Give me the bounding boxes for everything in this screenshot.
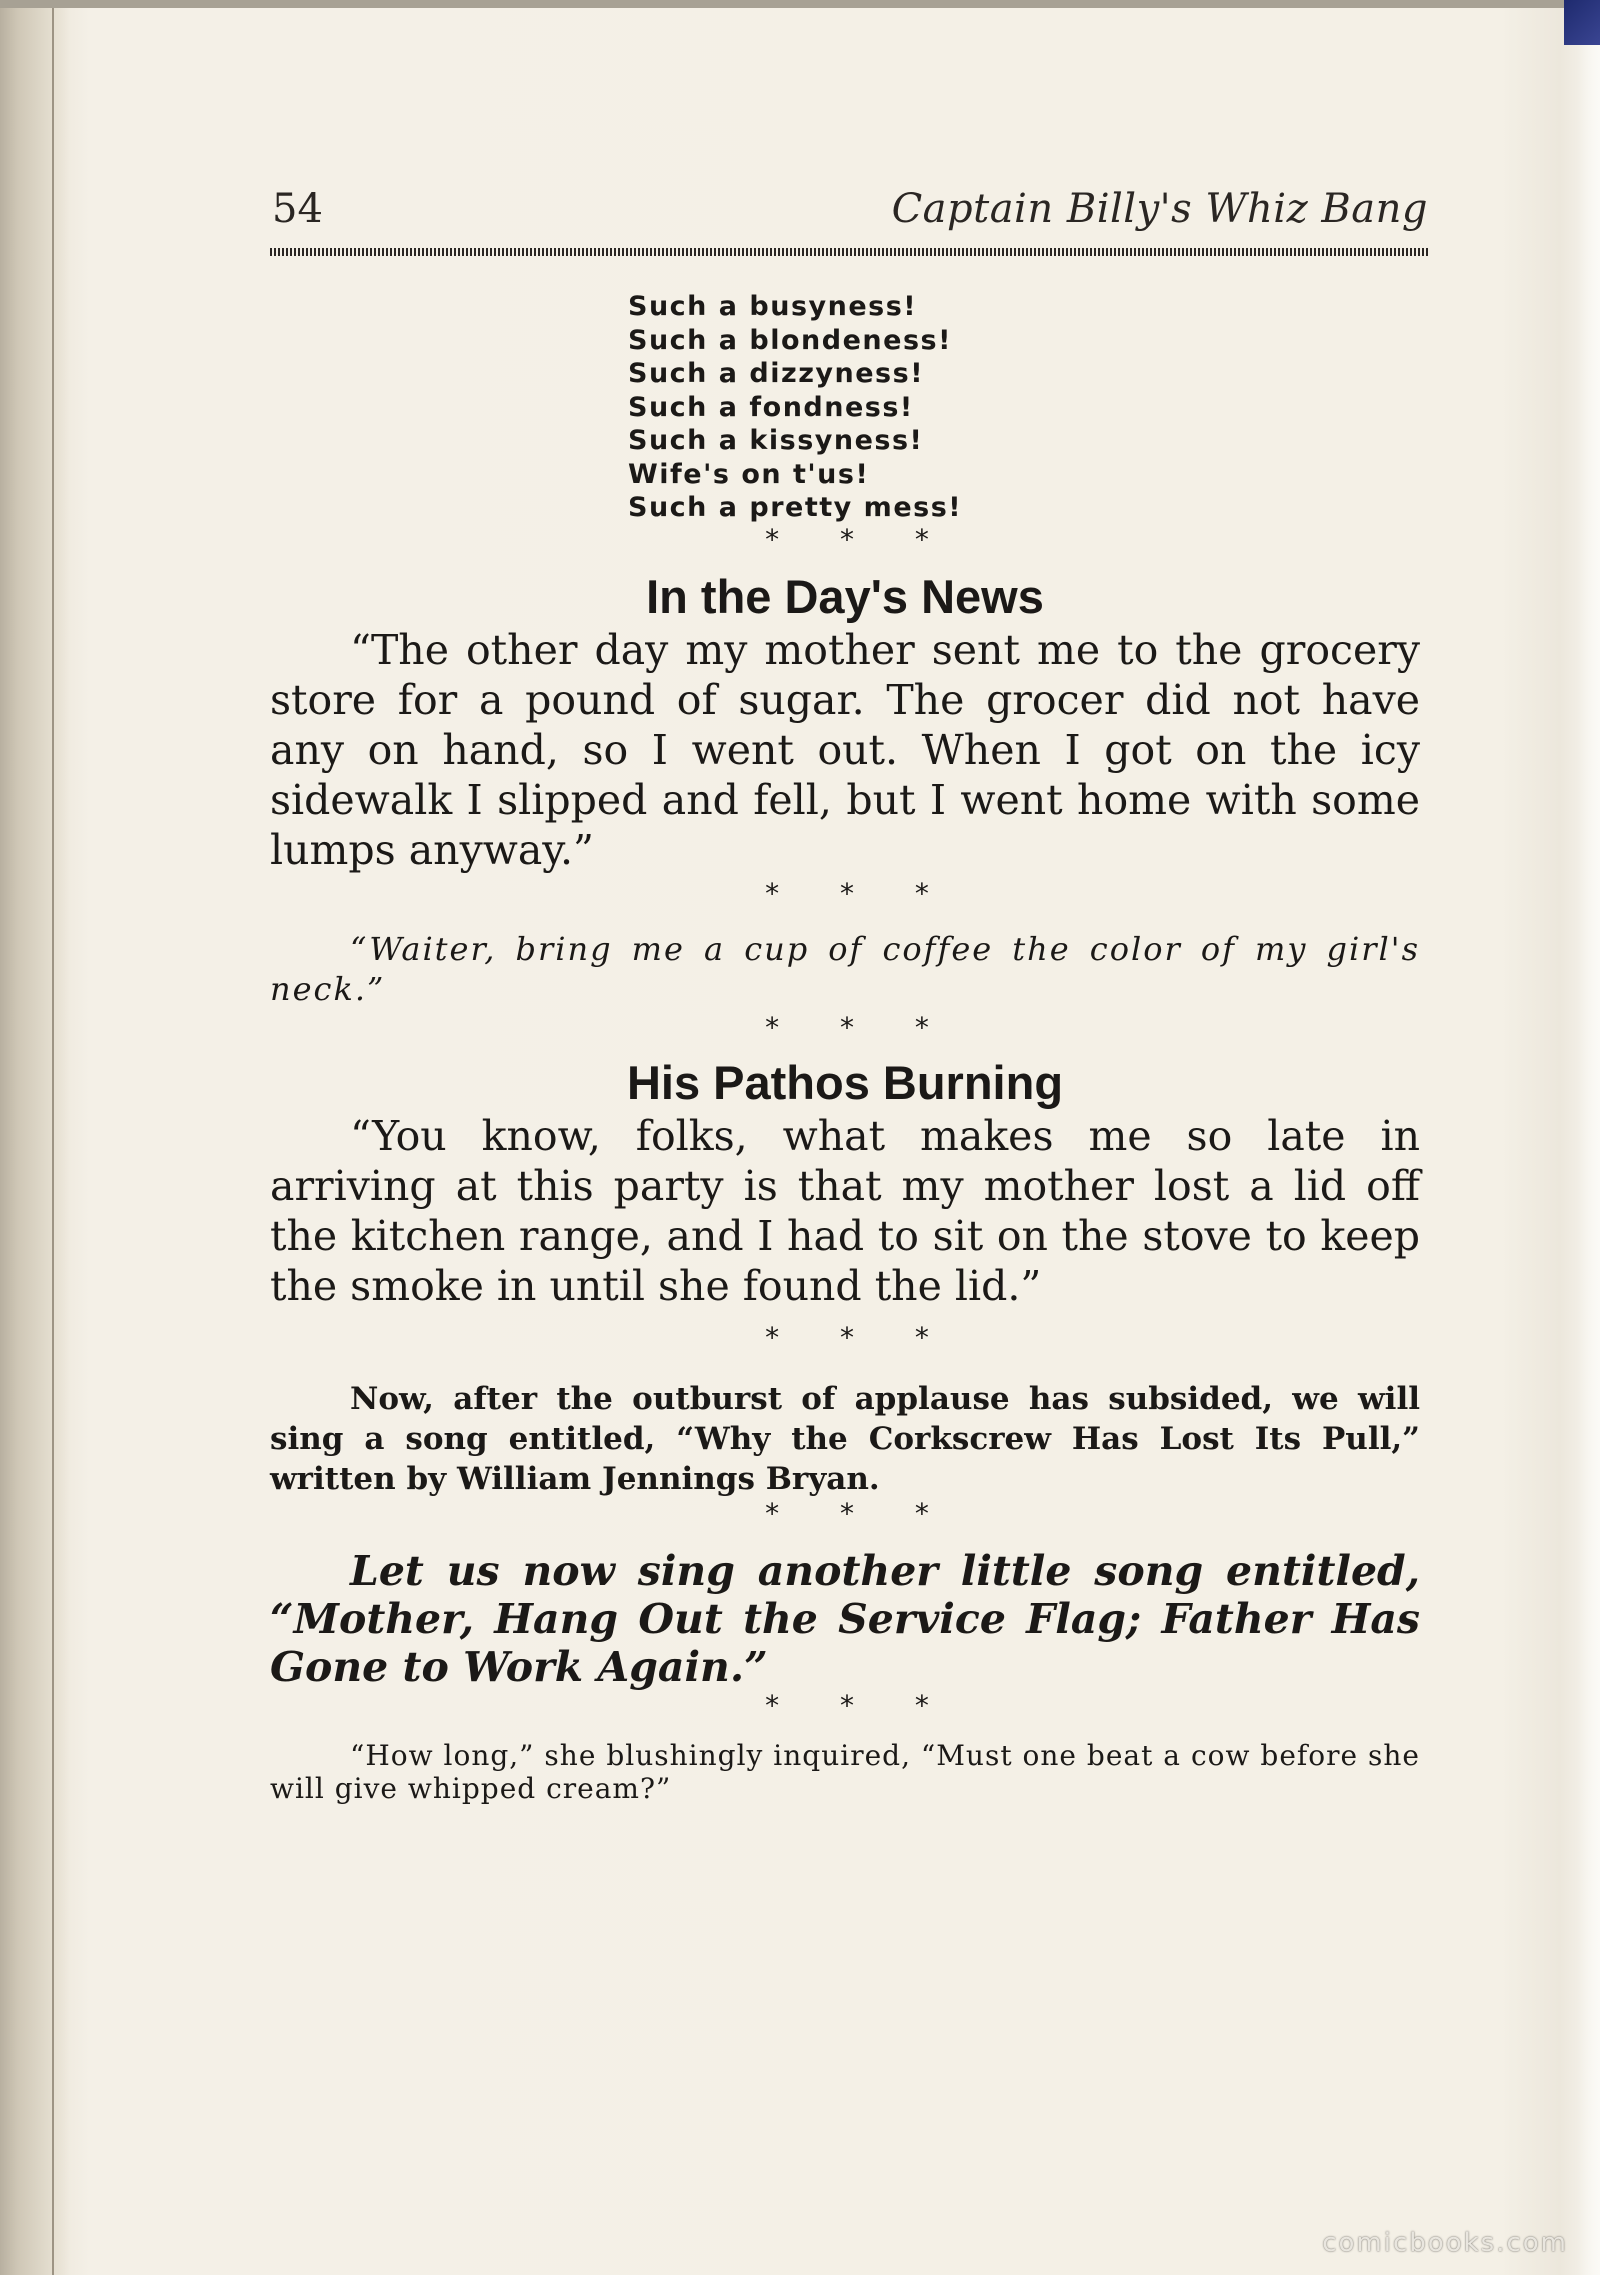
heading-days-news: In the Day's News	[646, 569, 1044, 623]
page-header	[270, 186, 1428, 246]
separator-stars: * * *	[765, 1010, 955, 1044]
separator-stars: * * *	[765, 522, 955, 556]
poem-line: Such a kissyness!	[628, 425, 924, 456]
poem-line: Such a dizzyness!	[628, 358, 925, 389]
poem-line: Such a blondeness!	[628, 324, 952, 356]
top-edge	[0, 0, 1600, 8]
separator-stars: * * *	[765, 1688, 955, 1722]
poem-line: Such a pretty mess!	[628, 492, 963, 523]
poem	[628, 290, 1420, 525]
poem-line: Wife's on t'us!	[628, 458, 870, 490]
running-title: Captain Billy's Whiz Bang	[891, 186, 1428, 232]
paragraph-days-news: “The other day my mother sent me to the grocery store for a pound of sugar. The grocer did not have any on hand, so I went out. When I got on the icy sidewalk I slipped and fell, but I went home with some lumps anyway.”	[270, 625, 1420, 874]
separator-stars: * * *	[765, 1496, 955, 1530]
watermark: comicbooks.com	[1322, 2228, 1568, 2258]
spine-line	[52, 0, 54, 2275]
joke-service-flag: Let us now sing another little song entitled, “Mother, Hang Out the Service Flag; Father Has Gone to Work Again.”	[270, 1546, 1420, 1691]
cover-corner	[1564, 0, 1600, 45]
heading-pathos-burning: His Pathos Burning	[626, 1055, 1064, 1109]
page-number: 54	[272, 186, 323, 232]
page-content	[270, 290, 1420, 1805]
separator-stars: * * *	[765, 1320, 955, 1354]
joke-applause: Now, after the outburst of applause has subsided, we will sing a song entitled, “Why the Corkscrew Has Lost Its Pull,” written by William Jennings Bryan.	[270, 1380, 1420, 1497]
paragraph-pathos-burning: “You know, folks, what makes me so late in arriving at this party is that my mother lost a lid off the kitchen range, and I had to sit on the stove to keep the smoke in until she found the lid.”	[270, 1111, 1420, 1310]
joke-cow: “How long,” she blushingly inquired, “Must one beat a cow before she will give whipped cream?”	[270, 1738, 1420, 1805]
separator-stars: * * *	[765, 876, 955, 910]
poem-line: Such a busyness!	[628, 291, 918, 322]
book-spine-shadow	[0, 0, 70, 2275]
poem-line: Such a fondness!	[628, 391, 914, 423]
right-page-edge	[1578, 45, 1600, 2275]
joke-waiter: “Waiter, bring me a cup of coffee the color of my girl's neck.”	[270, 929, 1420, 1008]
header-rule	[270, 248, 1428, 256]
